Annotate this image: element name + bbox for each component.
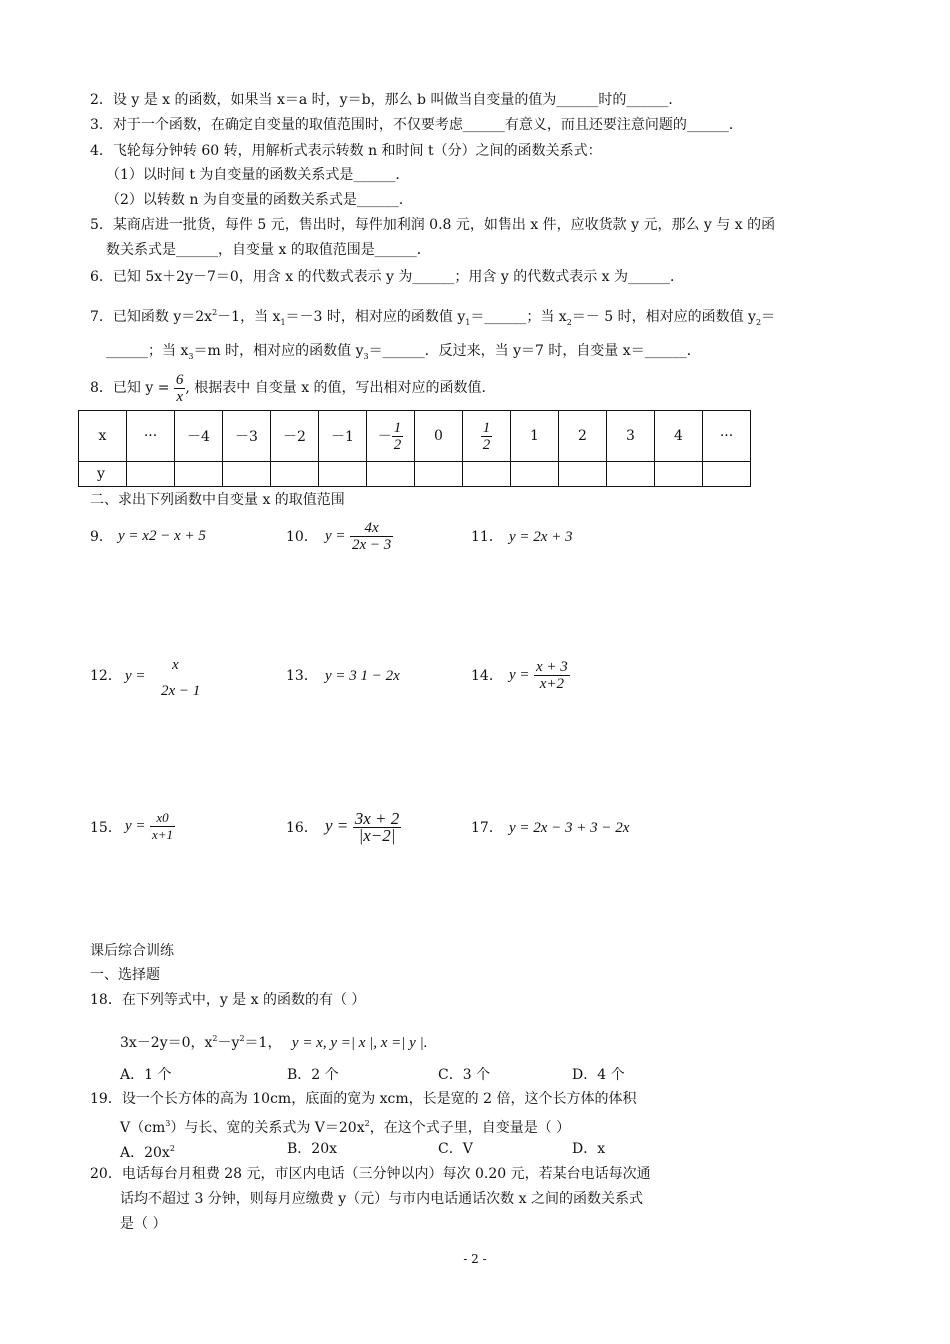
half-num: 1	[393, 419, 402, 436]
table-label-x: x	[79, 411, 127, 462]
question-7-line-1	[90, 304, 775, 332]
fn-13-formula: y = 3 1 − 2x	[325, 668, 400, 684]
question-5-line-1: 5．某商店进一批货，每件 5 元，售出时，每件加利润 0.8 元，如售出 x 件，应收货款 y 元，那么 y 与 x 的函	[90, 217, 776, 233]
question-4-part-2: （2）以转数 n 为自变量的函数关系式是______．	[106, 192, 413, 208]
fn-12-num: x	[172, 657, 179, 673]
table-cell	[655, 462, 703, 487]
q19-option-b: B．20x	[287, 1141, 337, 1157]
half-fraction	[481, 420, 493, 453]
fn-15-num: x0	[150, 810, 175, 827]
fn-9-number: 9．	[90, 529, 113, 545]
q8-prefix: 8．已知 y =	[90, 380, 170, 396]
q8-frac-num: 6	[175, 371, 184, 388]
q7-sub-2: 2	[566, 318, 572, 327]
table-cell: 4	[655, 411, 703, 462]
fn-12-den: 2x − 1	[161, 683, 201, 699]
fn-17-number: 17．	[471, 820, 503, 836]
q7-sup-2: 2	[212, 308, 218, 317]
fn-10-fraction	[350, 520, 393, 553]
table-cell: 3	[607, 411, 655, 462]
question-18-equations	[120, 1030, 427, 1052]
q18-eq-3: ＝1，	[244, 1035, 282, 1051]
table-cell	[607, 462, 655, 487]
fn-9-formula: y = x2 − x + 5	[118, 528, 206, 544]
q18-option-d: D．4 个	[572, 1067, 625, 1083]
q8-suffix: , 根据表中 自变量 x 的值，写出相对应的函数值.	[185, 380, 487, 396]
section-2-heading: 二、求出下列函数中自变量 x 的取值范围	[90, 492, 345, 508]
fn-16-num: 3x + 2	[354, 808, 400, 828]
fn-16-den: |x−2|	[358, 825, 396, 845]
question-4-part-1: （1）以时间 t 为自变量的函数关系式是______．	[106, 167, 410, 183]
q18-option-b: B．2 个	[287, 1067, 339, 1083]
q18-option-a: A．1 个	[120, 1067, 172, 1083]
q19-option-c: C．V	[438, 1141, 473, 1157]
fn-15-formula	[125, 808, 175, 844]
table-row-y	[79, 462, 751, 487]
multiple-choice-heading: 一、选择题	[90, 967, 160, 983]
q19-option-a-text: A．20x	[120, 1145, 170, 1161]
fn-14-den: x+2	[539, 675, 565, 692]
fn-10-lhs: y =	[325, 528, 346, 544]
table-cell: －4	[175, 411, 223, 462]
question-7-line-2	[106, 342, 701, 366]
fn-14-lhs: y =	[509, 667, 530, 683]
fn-10-number: 10．	[286, 529, 318, 545]
fn-17-formula: y = 2x − 3 + 3 − 2x	[509, 820, 630, 836]
fn-16-lhs: y =	[325, 816, 349, 835]
q18-sup-a: 2	[212, 1034, 218, 1043]
q7-text-1: 7．已知函数 y＝2x	[90, 309, 213, 325]
q7-text-2: －1，当 x	[217, 309, 281, 325]
q8-fraction	[174, 372, 186, 405]
q7-sub-2b: 2	[755, 318, 762, 327]
q7-sub-1: 1	[280, 318, 286, 327]
question-19-line-1: 19．设一个长方体的高为 10cm，底面的宽为 xcm，长是宽的 2 倍，这个长方体的体积	[90, 1091, 637, 1107]
question-19-line-2	[120, 1115, 570, 1137]
table-cell-neg-half	[367, 411, 415, 462]
q19-sup-3: 3	[165, 1119, 171, 1128]
question-4: 4．飞轮每分钟转 60 转，用解析式表示转数 n 和时间 t（分）之间的函数关系式：	[90, 143, 602, 159]
fn-13-number: 13．	[286, 668, 318, 684]
q7-text-3: ＝－3 时，相对应的函数值 y	[285, 309, 466, 325]
after-class-title: 课后综合训练	[90, 943, 174, 959]
fn-15-fraction	[150, 810, 175, 843]
q8-frac-den: x	[176, 388, 183, 405]
half-num: 1	[482, 419, 491, 436]
fn-14-formula	[509, 657, 570, 693]
question-6: 6．已知 5x＋2y－7＝0，用含 x 的代数式表示 y 为______；用含 y 的代数式表示 x 为______．	[90, 269, 685, 285]
q18-eq-1: 3x－2y＝0，x	[120, 1035, 213, 1051]
fn-12-lhs: y =	[125, 668, 146, 684]
q19-text-3: ，在这个式子里，自变量是（ ）	[369, 1120, 571, 1136]
fn-11-formula: y = 2x + 3	[509, 529, 573, 545]
fn-10-num: 4x	[350, 520, 393, 537]
table-cell: ···	[703, 411, 751, 462]
table-cell: 2	[559, 411, 607, 462]
table-cell	[127, 462, 175, 487]
q18-sup-b: 2	[239, 1034, 245, 1043]
fn-10-formula	[325, 518, 393, 554]
table-row-x	[79, 411, 751, 462]
question-3: 3．对于一个函数，在确定自变量的取值范围时，不仅要考虑______有意义，而且还要注意问题的______．	[90, 117, 743, 133]
half-fraction	[392, 420, 404, 453]
q7-text-4: ＝______；当 x	[470, 309, 567, 325]
q7-text-6: ＝	[761, 309, 776, 325]
question-5-line-2: 数关系式是______，自变量 x 的取值范围是______．	[106, 242, 431, 258]
table-cell: －3	[223, 411, 271, 462]
q19-sup-2: 2	[364, 1119, 370, 1128]
question-2: 2．设 y 是 x 的函数，如果当 x＝a 时，y＝b，那么 b 叫做当自变量的值为______时的______．	[90, 92, 683, 108]
table-cell	[415, 462, 463, 487]
table-cell	[463, 462, 511, 487]
fn-12-number: 12．	[90, 668, 122, 684]
q7-text-9: ＝______．反过来，当 y＝7 时，自变量 x＝______．	[368, 343, 701, 359]
fn-16-number: 16．	[286, 820, 318, 836]
fn-14-num: x + 3	[535, 658, 568, 675]
question-20-line-2: 话均不超过 3 分钟，则每月应缴费 y（元）与市内电话通话次数 x 之间的函数关系式	[120, 1191, 643, 1207]
q7-sub-3b: 3	[363, 352, 369, 361]
table-cell: －1	[319, 411, 367, 462]
page-number: - 2 -	[463, 1252, 487, 1266]
value-table	[78, 410, 751, 487]
table-cell	[367, 462, 415, 487]
table-label-y: y	[79, 462, 127, 487]
q7-sub-1b: 1	[465, 318, 471, 327]
q18-eq-4: y = x, y =| x |, x =| y |.	[291, 1035, 428, 1051]
table-cell: 0	[415, 411, 463, 462]
fn-14-fraction	[534, 659, 570, 692]
question-8	[90, 370, 486, 406]
question-18: 18．在下列等式中，y 是 x 的函数的有（ ）	[90, 992, 366, 1008]
q7-text-5: ＝－ 5 时，相对应的函数值 y	[571, 309, 756, 325]
minus-sign: －	[377, 428, 392, 444]
q18-eq-2: －y	[217, 1035, 240, 1051]
table-cell	[559, 462, 607, 487]
fn-15-number: 15．	[90, 820, 122, 836]
table-cell	[703, 462, 751, 487]
question-20-line-3: 是（ ）	[120, 1216, 167, 1232]
table-cell	[271, 462, 319, 487]
table-cell	[175, 462, 223, 487]
half-den: 2	[482, 436, 491, 453]
table-cell: ···	[127, 411, 175, 462]
fn-14-number: 14．	[471, 668, 503, 684]
q18-option-c: C．3 个	[438, 1067, 491, 1083]
q19-option-d: D．x	[572, 1141, 606, 1157]
table-cell: 1	[511, 411, 559, 462]
half-den: 2	[393, 436, 402, 453]
fn-10-den: 2x − 3	[351, 536, 392, 553]
fn-16-formula	[325, 808, 401, 845]
q19-option-a	[120, 1140, 175, 1162]
fn-15-lhs: y =	[125, 818, 146, 834]
table-cell: －2	[271, 411, 319, 462]
table-cell	[511, 462, 559, 487]
q19-text-1: V（cm	[120, 1120, 166, 1136]
q7-text-7: ______；当 x	[106, 343, 189, 359]
fn-16-fraction	[353, 808, 402, 845]
table-cell	[223, 462, 271, 487]
fn-11-number: 11．	[471, 529, 503, 545]
table-cell-half	[463, 411, 511, 462]
q19-option-a-sup: 2	[169, 1144, 175, 1153]
q7-sub-3: 3	[188, 352, 194, 361]
table-cell	[319, 462, 367, 487]
q19-text-2: ）与长、宽的关系式为 V＝20x	[170, 1120, 365, 1136]
q7-text-8: ＝m 时，相对应的函数值 y	[193, 343, 364, 359]
question-20-line-1: 20．电话每台月租费 28 元，市区内电话（三分钟以内）每次 0.20 元，若某台电话每次通	[90, 1166, 651, 1182]
fn-15-den: x+1	[151, 826, 174, 842]
